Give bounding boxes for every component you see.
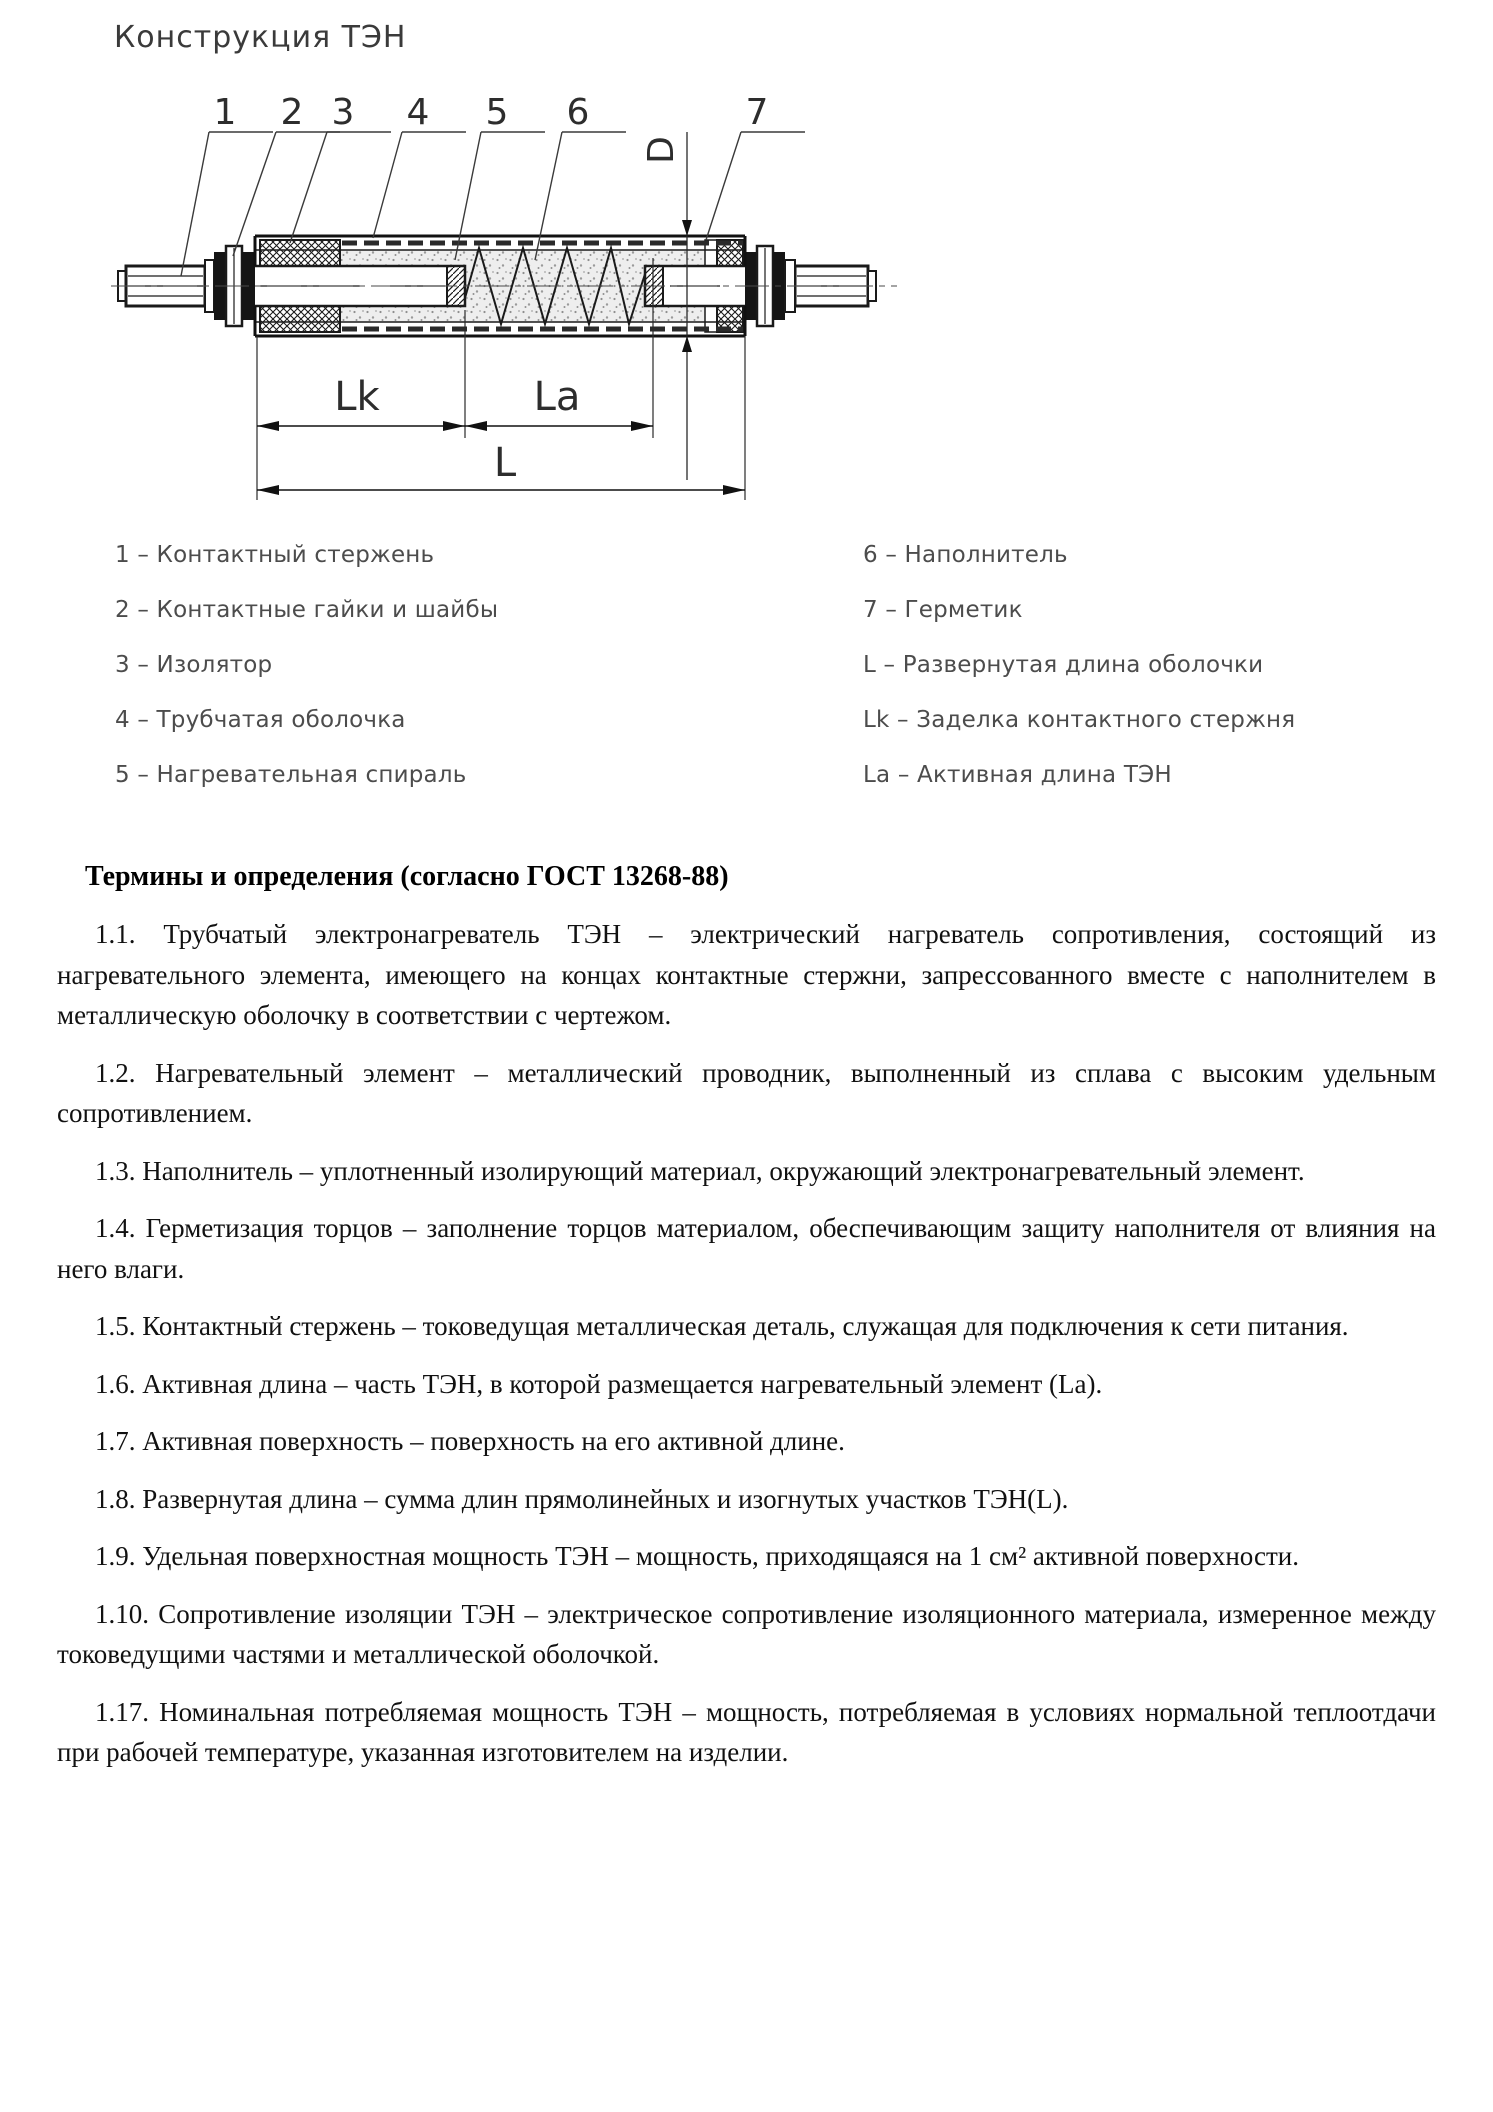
term-paragraph: 1.3. Наполнитель – уплотненный изолирующий материал, окружающий электронагревательный элемент. <box>95 1155 1305 1186</box>
callout-2: 2 <box>280 92 304 133</box>
legend-item: 7 – Герметик <box>863 597 1023 623</box>
terms-heading: Термины и определения (согласно ГОСТ 13268-88) <box>85 861 729 892</box>
legend-item: 2 – Контактные гайки и шайбы <box>115 597 499 623</box>
legend-item: Lk – Заделка контактного стержня <box>863 707 1296 733</box>
term-paragraph: 1.4. Герметизация торцов – заполнение торцов материалом, обеспечивающим защиту наполнителя от влияния на него влаги. <box>57 1213 1436 1284</box>
dim-d-label: D <box>641 136 682 164</box>
legend-item: 5 – Нагревательная спираль <box>115 762 467 788</box>
term-paragraph: 1.8. Развернутая длина – сумма длин прямолинейных и изогнутых участков ТЭН(L). <box>95 1483 1069 1514</box>
legend-column-right <box>863 528 1423 803</box>
dim-la <box>465 421 653 431</box>
dim-l <box>257 485 745 495</box>
page-title: Конструкция ТЭН <box>114 20 407 55</box>
ten-drawing-svg <box>105 88 905 508</box>
callout-7: 7 <box>745 92 769 133</box>
term-paragraph: 1.9. Удельная поверхностная мощность ТЭН – мощность, приходящаяся на 1 см² активной поверхности. <box>95 1541 1299 1571</box>
legend-item: 4 – Трубчатая оболочка <box>115 707 406 733</box>
terms-section <box>57 856 1436 1790</box>
legend-item: 1 – Контактный стержень <box>115 542 435 568</box>
callout-6: 6 <box>566 92 590 133</box>
term-paragraph: 1.17. Номинальная потребляемая мощность ТЭН – мощность, потребляемая в условиях нормальной теплоотдачи при рабочей температуре, указанная изготовителем на изделии. <box>57 1696 1436 1767</box>
callout-4: 4 <box>406 92 430 133</box>
dim-lk-label: Lk <box>334 374 380 420</box>
term-paragraph: 1.1. Трубчатый электронагреватель ТЭН – электрический нагреватель сопротивления, состоящий из нагревательного элемента, имеющего на концах контактные стержни, запрессованного вместе с наполнителем в металлическую оболочку в соответствии с чертежом. <box>57 919 1436 1030</box>
callout-1: 1 <box>213 92 237 133</box>
legend-column-left <box>115 528 755 803</box>
term-paragraph: 1.10. Сопротивление изоляции ТЭН – электрическое сопротивление изоляционного материала, измеренное между токоведущими частями и металлической оболочкой. <box>57 1598 1436 1669</box>
ten-construction-diagram <box>105 88 905 508</box>
legend-item: La – Активная длина ТЭН <box>863 762 1172 788</box>
callout-3: 3 <box>331 92 355 133</box>
legend-item: 6 – Наполнитель <box>863 542 1068 568</box>
legend-item: 3 – Изолятор <box>115 652 273 678</box>
term-paragraph: 1.5. Контактный стержень – токоведущая металлическая деталь, служащая для подключения к сети питания. <box>95 1311 1349 1341</box>
dim-la-label: La <box>533 374 581 420</box>
term-paragraph: 1.2. Нагревательный элемент – металлический проводник, выполненный из сплава с высоким удельным сопротивлением. <box>57 1057 1436 1128</box>
term-paragraph: 1.7. Активная поверхность – поверхность на его активной длине. <box>95 1426 845 1456</box>
term-paragraph: 1.6. Активная длина – часть ТЭН, в которой размещается нагревательный элемент (La). <box>95 1368 1103 1399</box>
dim-l-label: L <box>493 440 517 486</box>
legend-item: L – Развернутая длина оболочки <box>863 652 1264 678</box>
dim-lk <box>257 421 465 431</box>
callout-5: 5 <box>485 92 509 133</box>
